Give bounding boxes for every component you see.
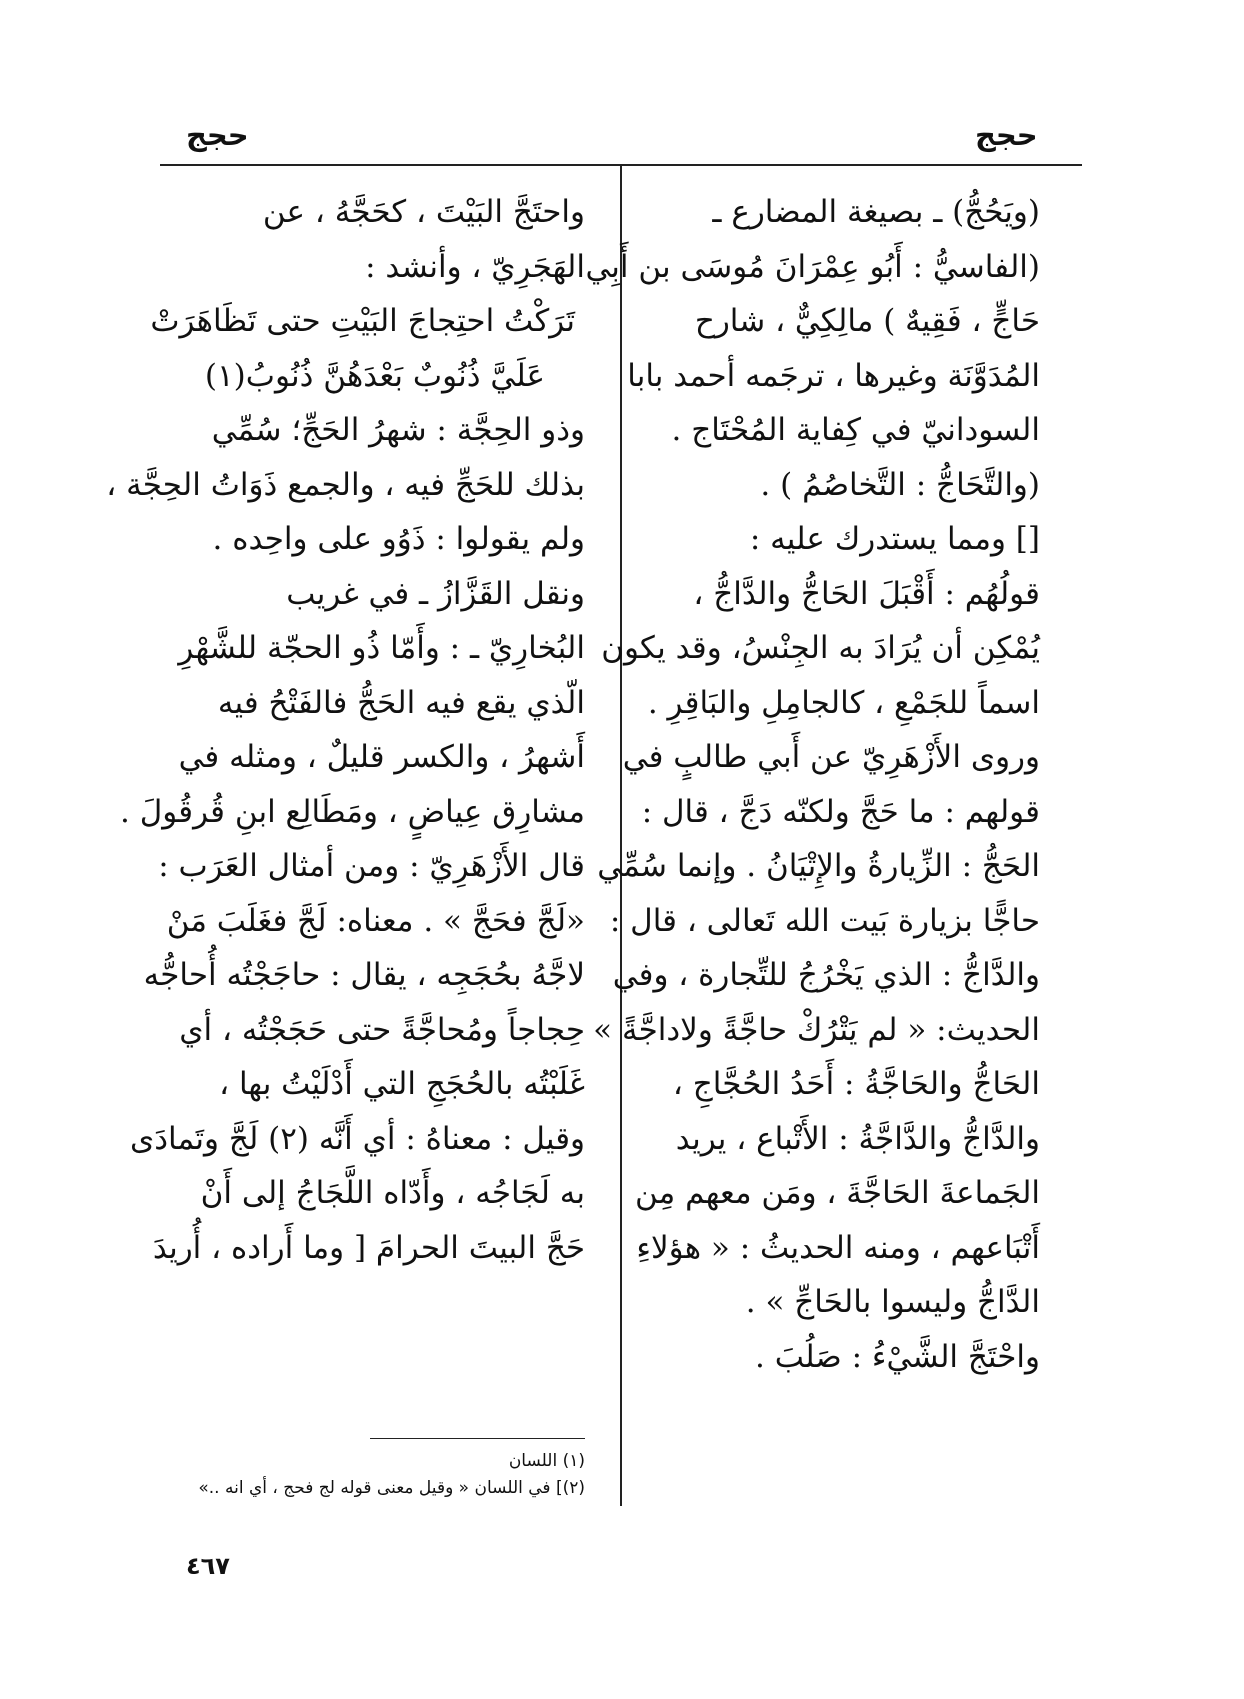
text-line: حَاجٍّ ، فَقِيهٌ ) مالِكِيٌّ ، شارح bbox=[694, 303, 1040, 339]
text-line: الجَماعةَ الحَاجَّةَ ، ومَن معهم مِن bbox=[635, 1175, 1040, 1211]
text-line: [] ومما يستدرك عليه : bbox=[749, 521, 1040, 557]
header-word-left: حجج bbox=[186, 118, 249, 152]
text-line: قال الأَزْهَرِيّ : ومن أمثال العَرَب : bbox=[158, 848, 585, 884]
text-line: حاجًّا بزيارة بَيت الله تَعالى ، قال : bbox=[609, 902, 1040, 939]
text-line: والدَّاجُّ والدَّاجَّةُ : الأَتْباع ، يريد bbox=[675, 1120, 1040, 1157]
text-line: اسماً للجَمْعِ ، كالجامِلِ والبَاقِرِ . bbox=[647, 684, 1040, 721]
text-line: ونقل القَزَّازُ ـ في غريب bbox=[286, 575, 585, 612]
text-line: الحَجُّ : الزِّيارةُ والإِتْيَانُ . وإنما سُمِّي bbox=[597, 848, 1040, 884]
text-line: حِجاجاً ومُحاجَّةً حتى حَجَجْتُه ، أي bbox=[179, 1011, 585, 1048]
text-line: واحتَجَّ البَيْتَ ، كحَجَّهُ ، عن bbox=[262, 194, 585, 230]
header-word-right: حجج bbox=[975, 118, 1038, 152]
text-line: وروى الأَزْهَرِيّ عن أَبي طالبٍ في bbox=[622, 739, 1040, 775]
text-line: غَلَبْتُه بالحُجَجِ التي أَدْلَيْتُ بها ، bbox=[219, 1066, 585, 1102]
text-line: حَجَّ البيتَ الحرامَ [ وما أَراده ، أُريدَ bbox=[152, 1229, 585, 1266]
text-line: وذو الحِجَّة : شهرُ الحَجِّ؛ سُمِّي bbox=[211, 412, 585, 448]
text-line: وقيل : معناهُ : أي أَنَّه (٢) لَجَّ وتَمادَى bbox=[129, 1120, 585, 1157]
text-line: الدَّاجُّ وليسوا بالحَاجِّ » . bbox=[745, 1284, 1040, 1320]
text-line: الحديث: « لم يَتْرُكْ حاجَّةً ولاداجَّةً » bbox=[593, 1011, 1040, 1048]
right-column bbox=[585, 185, 1040, 1384]
left-column bbox=[106, 185, 585, 1275]
text-line: (ويَحُجُّ) ـ بصيغة المضارع ـ bbox=[712, 194, 1040, 230]
text-line: أَشهرُ ، والكسر قليلٌ ، ومثله في bbox=[178, 739, 585, 775]
footnotes bbox=[160, 1448, 585, 1502]
page-number: ٤٦٧ bbox=[186, 1552, 230, 1580]
text-line: يُمْكِن أن يُرَادَ به الجِنْسُ، وقد يكون bbox=[601, 630, 1040, 666]
text-line: (الفاسيُّ : أَبُو عِمْرَانَ مُوسَى بن أَبِي bbox=[585, 248, 1040, 285]
text-line: ولم يقولوا : ذَوُو على واحِده . bbox=[212, 521, 585, 557]
text-line: الّذي يقع فيه الحَجُّ فالفَتْحُ فيه bbox=[217, 684, 585, 721]
footnote-2: (٢)] في اللسان « وقيل معنى قوله لج فحج ، أي انه ..» bbox=[198, 1478, 585, 1498]
text-line: قولهم : ما حَجَّ ولكنّه دَجَّ ، قال : bbox=[641, 793, 1040, 830]
text-line: بذلك للحَجِّ فيه ، والجمع ذَوَاتُ الحِجَّة ، bbox=[106, 466, 585, 503]
text-line: واحْتَجَّ الشَّيْءُ : صَلُبَ . bbox=[755, 1338, 1040, 1375]
text-line: لاجَّهُ بحُجَجِه ، يقال : حاجَجْتُه أُحاجُّه bbox=[143, 957, 585, 993]
text-line: أَتْبَاعهم ، ومنه الحديثُ : « هؤلاءِ bbox=[636, 1229, 1040, 1266]
text-line: السودانيّ في كِفاية المُحْتَاج . bbox=[671, 412, 1040, 448]
text-line: قولُهُم : أَقْبَلَ الحَاجُّ والدَّاجُّ ، bbox=[693, 575, 1040, 612]
text-line: الهَجَرِيّ ، وأنشد : bbox=[365, 248, 585, 285]
text-line: (والتَّحَاجُّ : التَّخاصُمُ ) . bbox=[760, 466, 1040, 503]
column-divider bbox=[620, 166, 622, 1506]
text-line: البُخارِيّ ـ : وأَمّا ذُو الحجّة للشَّهْرِ bbox=[178, 630, 585, 666]
verse-line: تَرَكْتُ احتِجاجَ البَيْتِ حتى تَظَاهَرَتْ bbox=[150, 303, 575, 339]
text-line: «لَجَّ فحَجَّ » . معناه: لَجَّ فغَلَبَ مَنْ bbox=[166, 902, 585, 939]
footnote-rule bbox=[370, 1438, 585, 1439]
text-line: به لَجَاجُه ، وأَدّاه اللَّجَاجُ إلى أَنْ bbox=[200, 1175, 585, 1211]
text-line: الحَاجُّ والحَاجَّةُ : أَحَدُ الحُجَّاجِ ، bbox=[672, 1066, 1040, 1102]
text-line: المُدَوَّنَة وغيرها ، ترجَمه أحمد بابا bbox=[627, 357, 1040, 394]
footnote-1: (١) اللسان bbox=[508, 1451, 585, 1471]
verse-line: عَلَيَّ ذُنُوبٌ بَعْدَهُنَّ ذُنُوبُ(١) bbox=[204, 357, 545, 394]
text-line: مشارِق عِياضٍ ، ومَطَالِع ابنِ قُرقُولَ . bbox=[120, 793, 585, 830]
text-line: والدَّاجُّ : الذي يَخْرُجُ للتِّجارة ، وفي bbox=[612, 957, 1040, 993]
